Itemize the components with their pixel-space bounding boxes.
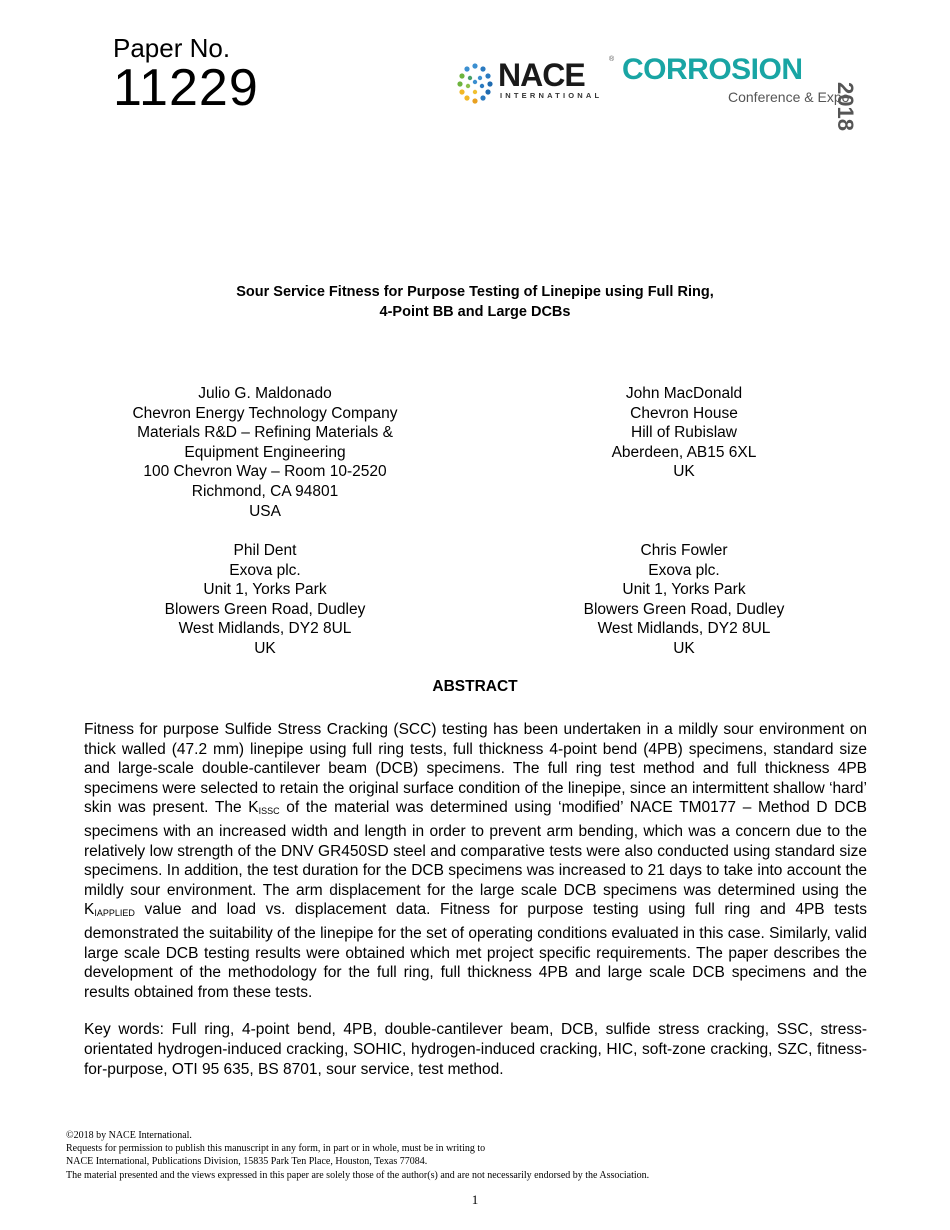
author-affiliation-line: West Midlands, DY2 8UL	[178, 620, 352, 638]
paper-number-label: Paper No.	[113, 33, 231, 63]
author-affiliation-line: 100 Chevron Way – Room 10-2520	[143, 463, 387, 481]
author-affiliation-line: UK	[673, 463, 695, 481]
author-affiliation-line: USA	[249, 502, 281, 520]
author-affiliation-line: Blowers Green Road, Dudley	[583, 600, 785, 618]
footer-line: Requests for permission to publish this manuscript in any form, in part or in whole, must be in writing to	[66, 1143, 486, 1155]
footer-line: The material presented and the views expressed in this paper are solely those of the author(s) and are not necessarily endorsed by the Association.	[66, 1169, 650, 1181]
abstract-paragraph	[84, 720, 867, 1002]
footer-line: NACE International, Publications Division, 15835 Park Ten Place, Houston, Texas 77084.	[66, 1156, 428, 1168]
abstract-text-part: value and load vs. displacement data. Fitness for purpose testing using full ring and 4PB tests demonstrated the suitability of the linepipe for the set of operating conditions evaluated in this case. Similarly, valid large scale DCB testing results were obtained which met project specific requirements. The paper describes the development of the methodology for the full ring, full thickness 4PB and large scale DCB specimens and the results obtained from these tests.	[84, 901, 867, 1001]
author-affiliation-line: UK	[673, 639, 695, 657]
copyright-footer	[66, 1129, 649, 1182]
author-block-3	[105, 541, 425, 659]
author-name: Phil Dent	[233, 542, 297, 559]
author-affiliation-line: Aberdeen, AB15 6XL	[611, 443, 757, 461]
author-affiliation-line: Chevron House	[630, 404, 738, 422]
nace-logo	[454, 58, 614, 106]
subscript: ISSC	[258, 806, 280, 817]
subscript: IAPPLIED	[94, 908, 135, 919]
nace-logo-subtext: INTERNATIONAL	[500, 91, 603, 100]
abstract-heading: ABSTRACT	[432, 678, 518, 695]
author-block-2	[524, 384, 844, 482]
corrosion-logo-text: CORROSION	[622, 53, 803, 86]
corrosion-logo	[622, 53, 882, 131]
author-affiliation-line: Exova plc.	[648, 561, 720, 579]
author-affiliation-line: Materials R&D – Refining Materials &	[137, 424, 393, 442]
author-affiliation-line: Richmond, CA 94801	[191, 482, 339, 500]
registered-mark: ®	[609, 56, 615, 63]
author-affiliation-line: Exova plc.	[229, 561, 301, 579]
conference-year: 2018	[833, 82, 858, 131]
title-line-1: Sour Service Fitness for Purpose Testing of Linepipe using Full Ring,	[236, 284, 714, 300]
author-affiliation-line: Equipment Engineering	[184, 443, 346, 461]
nace-logo-text: NACE	[498, 57, 585, 93]
paper-title	[0, 282, 950, 322]
copyright-line: ©2018 by NACE International.	[66, 1130, 192, 1141]
title-line-2: 4-Point BB and Large DCBs	[379, 304, 571, 320]
author-affiliation-line: UK	[254, 639, 276, 657]
author-affiliation-line: West Midlands, DY2 8UL	[597, 620, 771, 638]
conference-expo-text: Conference & Expo	[728, 89, 850, 105]
abstract-text-part: Fitness for purpose Sulfide Stress Cracking (SCC) testing has been undertaken in a mildly sour environment on thick walled (47.2 mm) linepipe using full ring tests, full thickness 4-point bend (4PB) specimens, standard size and large-scale double-cantilever beam (DCB) specimens. The full ring test method and full thickness 4PB specimens were selected to retain the original surface condition of the linepipe, since an intermittent shallow ‘hard’ skin was present. The K	[84, 721, 867, 817]
paper-number: 11229	[113, 59, 259, 117]
author-name: Chris Fowler	[640, 542, 728, 559]
author-affiliation-line: Chevron Energy Technology Company	[132, 404, 398, 422]
keywords-paragraph: Key words: Full ring, 4-point bend, 4PB, double-cantilever beam, DCB, sulfide stress cracking, SSC, stress-orientated hydrogen-induced cracking, SOHIC, hydrogen-induced cracking, HIC, soft-zone cracking, SZC, fitness-for-purpose, OTI 95 635, BS 8701, sour service, test method.	[84, 1021, 867, 1078]
nace-globe-icon	[454, 58, 496, 106]
abstract-text-part: of the material was determined using ‘modified’ NACE TM0177 – Method D DCB specimens with an increased width and length in order to prevent arm bending, which was a concern due to the relatively low strength of the DNV GR450SD steel and comparative tests were also conducted using standard size specimens. In addition, the test duration for the DCB specimens was increased to 21 days to take into account the mildly sour environment. The arm displacement for the large scale DCB specimens was determined using the K	[84, 799, 867, 919]
author-block-1	[105, 384, 425, 521]
author-affiliation-line: Hill of Rubislaw	[631, 424, 737, 442]
author-affiliation-line: Unit 1, Yorks Park	[622, 581, 746, 599]
author-affiliation-line: Unit 1, Yorks Park	[203, 581, 327, 599]
author-block-4	[524, 541, 844, 659]
author-affiliation-line: Blowers Green Road, Dudley	[164, 600, 366, 618]
author-name: John MacDonald	[625, 385, 743, 402]
abstract-body	[84, 720, 867, 1079]
page-number: 1	[471, 1192, 479, 1207]
author-name: Julio G. Maldonado	[198, 385, 332, 402]
